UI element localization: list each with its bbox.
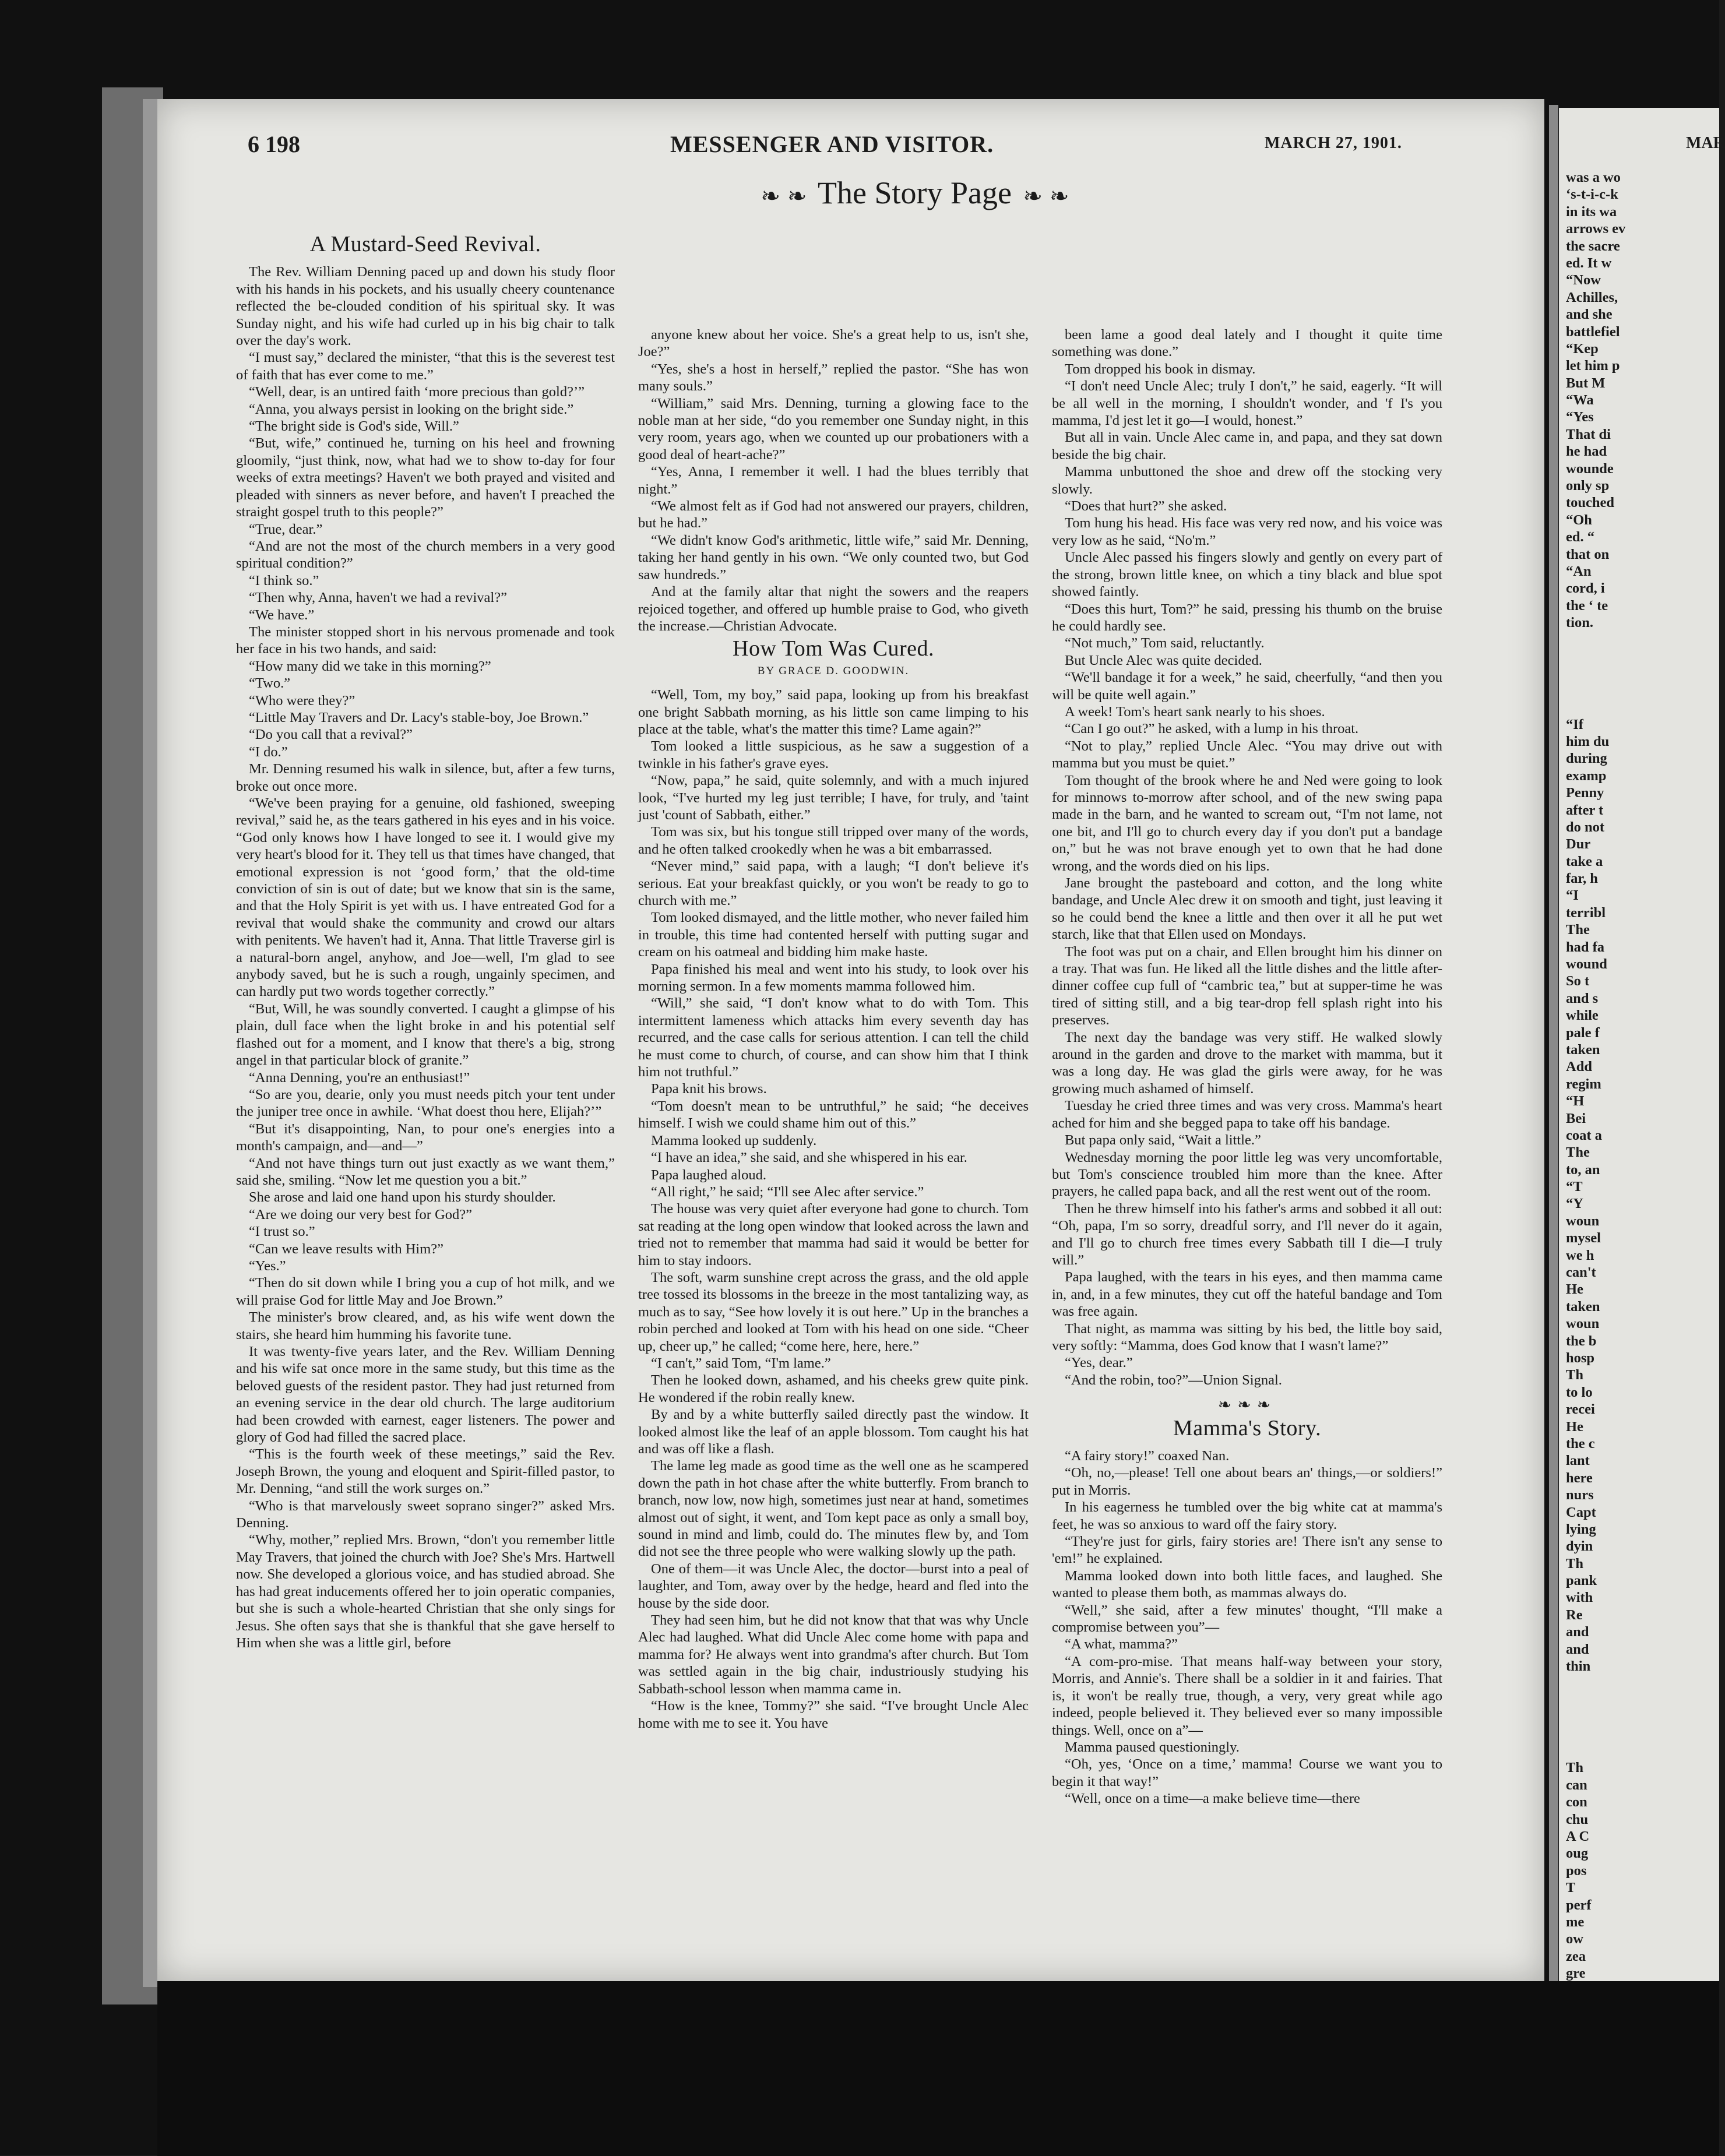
paragraph: “Who is that marvelously sweet soprano singer?” asked Mrs. Denning. <box>236 1498 615 1531</box>
paragraph: “Then why, Anna, haven't we had a revival?” <box>249 590 507 606</box>
paragraph: “Does this hurt, Tom?” he said, pressing his thumb on the bruise he could hardly see. <box>1052 601 1442 634</box>
fleuron-ornament-left-2: ❧ <box>787 183 807 210</box>
paragraph: “We almost felt as if God had not answered our prayers, children, but he had.” <box>638 498 1029 531</box>
text-line-fragment: gre <box>1566 1965 1586 1982</box>
text-line-fragment: chu <box>1566 1811 1589 1827</box>
paragraph: In his eagerness he tumbled over the big white cat at mamma's feet, he was so anxious to ward off the fairy story. <box>1052 1499 1442 1533</box>
page-header <box>157 117 1544 163</box>
text-line-fragment: and <box>1566 1641 1589 1657</box>
paragraph: The next day the bandage was very stiff. He walked slowly around in the garden and drove to the market with mamma, but it was a long day. He was glad the girls were away, for he was growing much ashamed of himself. <box>1052 1029 1442 1097</box>
text-line-fragment: “I <box>1566 887 1579 904</box>
text-line-fragment: zea <box>1566 1948 1586 1964</box>
paragraph: “I trust so.” <box>249 1224 315 1240</box>
paragraph: “I think so.” <box>249 572 319 589</box>
paragraph: The Rev. William Denning paced up and down his study floor with his hands in his pockets, and his usually cheery countenance reflected the be-clouded condition of his spiritual sky. It was Sunday night, and his wife had curled up in his big chair to talk over the day's work. <box>236 264 615 349</box>
column-2 <box>638 175 1029 1732</box>
text-line-fragment: with <box>1566 1590 1593 1606</box>
text-line-fragment: “Oh <box>1566 512 1592 528</box>
text-line-fragment: hosp <box>1566 1350 1595 1366</box>
text-line-fragment: wound <box>1566 956 1607 973</box>
text-line-fragment: Th <box>1566 1555 1583 1572</box>
fleuron-ornament-right: ❧ <box>1023 183 1043 210</box>
paragraph: “But, wife,” continued he, turning on his heel and frowning gloomily, “just think, now, what had we to show to-day for four weeks of extra meetings? Haven't we both prayed and visited and pleaded with sinners as never before, and haven't I preached the straight gospel truth to this people?” <box>236 435 615 520</box>
paragraph: The minister's brow cleared, and, as his wife went down the stairs, she heard him humming his favorite tune. <box>236 1309 615 1343</box>
paragraph: “The bright side is God's side, Will.” <box>249 418 459 435</box>
paragraph: “Will,” she said, “I don't know what to do with Tom. This intermittent lameness which attacks him every seventh day has recurred, and the case calls for serious attention. I can tell the child he must come to church, of course, and can show him that I think him not truthful.” <box>638 995 1029 1080</box>
text-line-fragment: A C <box>1566 1828 1590 1844</box>
fleuron-icon: ❧ <box>1217 1396 1238 1415</box>
paragraph: Papa laughed, with the tears in his eyes, and then mamma came in, and, in a few minutes, they cut off the hateful bandage and Tom was free again. <box>1052 1269 1442 1320</box>
paragraph: Tom was six, but his tongue still tripped over many of the words, and he often talked crookedly when he was a bit embarrassed. <box>638 824 1029 857</box>
text-line-fragment: woun <box>1566 1316 1600 1332</box>
text-line-fragment: taken <box>1566 1298 1600 1315</box>
text-line-fragment: cord, i <box>1566 580 1605 597</box>
text-line-fragment: and <box>1566 1624 1589 1640</box>
paragraph: “But it's disappointing, Nan, to pour one's energies into a month's campaign, and—and—” <box>236 1121 615 1154</box>
text-line-fragment: T <box>1566 1880 1576 1896</box>
paragraph: “Can we leave results with Him?” <box>249 1241 444 1257</box>
issue-date: MARCH 27, 1901. <box>1265 134 1402 152</box>
paragraph: Tuesday he cried three times and was very cross. Mamma's heart ached for him and she begged papa to take off his bandage. <box>1052 1098 1442 1131</box>
paragraph: “I can't,” said Tom, “I'm lame.” <box>651 1355 831 1371</box>
text-line-fragment: here <box>1566 1470 1593 1486</box>
newspaper-page <box>157 99 1544 1981</box>
text-line-fragment: “Kep <box>1566 340 1599 357</box>
paragraph: “Tom doesn't mean to be untruthful,” he said; “he deceives himself. I wish we could shame him out of this.” <box>638 1098 1029 1132</box>
text-line-fragment: recei <box>1566 1401 1595 1418</box>
text-line-fragment: let him p <box>1566 358 1620 374</box>
text-line-fragment: the b <box>1566 1333 1597 1349</box>
text-line-fragment: during <box>1566 751 1607 767</box>
paragraph: “We've been praying for a genuine, old fashioned, sweeping revival,” said he, as the tears gathered in his eyes and in his voice. “God only knows how I have longed to see it. I would give my very heart's blood for it. They tell us that times have changed, that emotional expression is not ‘good form,’ that the old-time conviction of sin is out of date; but we know that sin is the same, and that the Holy Spirit is yet with us. I have entreated God for a revival that would shake the community and crowd our altars with penitents. We haven't had it, Anna. That little Traverse girl is a natural-born angel, anyhow, and Joe—well, I'm glad to see anybody saved, but he is such a rough, ungainly specimen, and can hardly put two words together correctly.” <box>236 795 615 1000</box>
paragraph: “Well, dear, is an untired faith ‘more precious than gold?’” <box>249 384 585 400</box>
paragraph: The house was very quiet after everyone had gone to church. Tom sat reading at the long open window that looked across the lawn and tried not to remember that mamma had said it would be better for him to stay indoors. <box>638 1201 1029 1269</box>
fleuron-ornament-left: ❧ <box>761 183 780 210</box>
paragraph: “Not to play,” replied Uncle Alec. “You may drive out with mamma but you must be quiet.” <box>1052 738 1442 771</box>
paragraph: “Does that hurt?” she asked. <box>1065 498 1227 515</box>
paragraph: “Oh, yes, ‘Once on a time,’ mamma! Course we want you to begin it that way!” <box>1052 1756 1442 1789</box>
article-title-mammas-story: Mamma's Story. <box>1173 1415 1322 1440</box>
text-line-fragment: to lo <box>1566 1384 1593 1400</box>
text-line-fragment: ow <box>1566 1931 1583 1947</box>
paragraph: “We'll bandage it for a week,” he said, cheerfully, “and then you will be quite well again.” <box>1052 670 1442 703</box>
text-line-fragment: coat a <box>1566 1127 1602 1143</box>
text-line-fragment: Th <box>1566 1367 1583 1383</box>
paragraph: That night, as mamma was sitting by his bed, the little boy said, very softly: “Mamma, does God know that I wasn't lame?” <box>1052 1320 1442 1354</box>
paragraph: “Anna Denning, you're an enthusiast!” <box>249 1069 470 1086</box>
text-line-fragment: to, an <box>1566 1161 1600 1178</box>
paragraph: “And are not the most of the church members in a very good spiritual condition?” <box>236 538 615 572</box>
paragraph: Tom looked a little suspicious, as he saw a suggestion of a twinkle in his father's grave eyes. <box>638 738 1029 771</box>
text-line-fragment: Dur <box>1566 836 1591 852</box>
text-line-fragment: “Now <box>1566 272 1601 288</box>
text-line-fragment: But M <box>1566 375 1606 391</box>
paragraph: “Well, once on a time—a make believe time—there <box>1065 1791 1360 1807</box>
text-line-fragment: tion. <box>1566 615 1593 631</box>
text-line-fragment: taken <box>1566 1041 1600 1058</box>
paragraph: anyone knew about her voice. She's a great help to us, isn't she, Joe?” <box>638 327 1029 360</box>
paragraph: Mamma looked down into both little faces, and laughed. She wanted to please them both, as mammas always do. <box>1052 1567 1442 1601</box>
column-1 <box>236 230 615 1651</box>
paragraph: Jane brought the pasteboard and cotton, and the long white bandage, and Uncle Alec drew it on smooth and tight, just leaving it so he could bend the knee a little and then over it all he put wet starch, like that that Ellen used on Mondays. <box>1052 875 1442 943</box>
paragraph: Tom thought of the brook where he and Ned were going to look for minnows to-morrow after school, and of the new swing papa made in the barn, and he wanted to scream out, “I'm not lame, not one bit, and I'll go to church every day if you don't put a bandage on,” but he was not brave enough yet to own that he had done wrong, and the words died on his lips. <box>1052 772 1442 874</box>
paragraph: “I must say,” declared the minister, “that this is the severest test of faith that has ever come to me.” <box>236 350 615 383</box>
text-line-fragment: me <box>1566 1914 1585 1930</box>
paragraph: The foot was put on a chair, and Ellen brought him his dinner on a tray. That was fun. He liked all the little dishes and the little after-dinner coffee cup full of “cambric tea,” but at supper-time he was tired of sitting still, and a big tear-drop fell splash right into his preserves. <box>1052 943 1442 1028</box>
text-line-fragment: perf <box>1566 1897 1592 1913</box>
paragraph: By and by a white butterfly sailed directly past the window. It looked almost like the leaf of an apple blossom. Tom caught his hat and was off like a flash. <box>638 1407 1029 1457</box>
paragraph: Mamma paused questioningly. <box>1065 1739 1240 1755</box>
text-line-fragment: pale f <box>1566 1024 1600 1041</box>
text-line-fragment: con <box>1566 1794 1587 1810</box>
paragraph: Tom dropped his book in dismay. <box>1065 361 1256 377</box>
text-line-fragment: “Yes <box>1566 409 1594 425</box>
paragraph: The soft, warm sunshine crept across the grass, and the old apple tree tossed its blossoms in the breeze in the most tantalizing way, as much as to say, “See how lovely it is out here.” Up in the branches a robin perched and looked at Tom with his head on one side. “Cheer up, cheer up,” he called; “come here, here, here.” <box>638 1269 1029 1354</box>
text-line-fragment: touched <box>1566 495 1615 511</box>
text-line-fragment: pank <box>1566 1573 1597 1589</box>
text-line-fragment: take a <box>1566 853 1603 869</box>
paragraph: “I don't need Uncle Alec; truly I don't,” he said, eagerly. “It will be all well in the morning, I shouldn't wonder, and 'f I's you mamma, I'd jest let it go—I would, honest.” <box>1052 378 1442 429</box>
paragraph: She arose and laid one hand upon his sturdy shoulder. <box>249 1189 556 1206</box>
article-byline: BY GRACE D. GOODWIN. <box>757 664 910 677</box>
paragraph: “Well,” she said, after a few minutes' thought, “I'll make a compromise between you”— <box>1052 1602 1442 1636</box>
paragraph: “This is the fourth week of these meetings,” said the Rev. Joseph Brown, the young and eloquent and Spirit-filled pastor, to Mr. Denning, “and still the work surges on.” <box>236 1446 615 1497</box>
text-line-fragment: “T <box>1566 1179 1583 1195</box>
paragraph: They had seen him, but he did not know that that was why Uncle Alec had laughed. What did Uncle Alec come home with papa and mamma for? He always went into grandma's after church. But Tom was settled again in the big chair, industriously studying his Sabbath-school lesson when mamma came in. <box>638 1612 1029 1697</box>
paragraph: Uncle Alec passed his fingers slowly and gently on every part of the strong, brown little knee, on which a tiny black and blue spot showed faintly. <box>1052 549 1442 600</box>
text-line-fragment: Add <box>1566 1059 1592 1075</box>
paragraph: “True, dear.” <box>249 521 323 537</box>
text-line-fragment: Re <box>1566 1607 1583 1623</box>
text-line-fragment: ‘s-t-i-c-k <box>1566 186 1618 203</box>
text-line-fragment: had fa <box>1566 939 1605 955</box>
text-line-fragment: So t <box>1566 973 1590 989</box>
paragraph: “They're just for girls, fairy stories are! There isn't any sense to 'em!” he explained. <box>1052 1534 1442 1567</box>
text-line-fragment: oug <box>1566 1845 1589 1862</box>
text-line-fragment: “Wa <box>1566 392 1594 408</box>
text-line-fragment: him du <box>1566 733 1610 749</box>
text-line-fragment: and s <box>1566 990 1599 1006</box>
text-line-fragment: lant <box>1566 1453 1590 1469</box>
paragraph: “Who were they?” <box>249 692 355 709</box>
paragraph: “Not much,” Tom said, reluctantly. <box>1065 635 1265 651</box>
text-line-fragment: terribl <box>1566 904 1606 921</box>
paragraph: “A com-pro-mise. That means half-way between your story, Morris, and Annie's. There shall be a soldier in it and fairies. That is, it won't be really true, though, a very, very great while ago indeed, people believed it. They believed ever so many impossible things. Well, once on a”— <box>1052 1653 1442 1738</box>
text-line-fragment: in its wa <box>1566 203 1617 220</box>
text-line-fragment: while <box>1566 1007 1599 1024</box>
paragraph: “And the robin, too?”—Union Signal. <box>1065 1372 1282 1388</box>
masthead: MESSENGER AND VISITOR. <box>670 131 994 157</box>
paragraph: Then he looked down, ashamed, and his cheeks grew quite pink. He wondered if the robin really knew. <box>638 1372 1029 1405</box>
paragraph: “Little May Travers and Dr. Lacy's stable-boy, Joe Brown.” <box>249 709 589 725</box>
text-line-fragment: ed. It w <box>1566 255 1612 271</box>
paragraph: “William,” said Mrs. Denning, turning a glowing face to the noble man at her side, “do you remember one Sunday night, in this very room, years ago, when we counted up our probationers with a good deal of heart-ache?” <box>638 395 1029 463</box>
paragraph: It was twenty-five years later, and the Rev. William Denning and his wife sat once more in the same study, but this time as the beloved guests of the resident pastor. They had just returned from an evening service in the dear old church. The large auditorium had been crowded with earnest, eager listeners. The power and glory of God had filled the sacred place. <box>236 1344 615 1446</box>
paragraph: “Can I go out?” he asked, with a lump in his throat. <box>1065 721 1359 737</box>
text-line-fragment: battlefiel <box>1566 323 1620 340</box>
paragraph: been lame a good deal lately and I thought it quite time something was done.” <box>1052 327 1442 360</box>
text-line-fragment: “If <box>1566 716 1583 732</box>
paragraph: “We didn't know God's arithmetic, little wife,” said Mr. Denning, taking her hand gently in his own. “We only counted two, but God saw hundreds.” <box>638 532 1029 583</box>
text-line-fragment: far, h <box>1566 871 1598 887</box>
text-line-fragment: the sacre <box>1566 238 1620 254</box>
text-line-fragment: “Y <box>1566 1196 1583 1212</box>
scan-bottom-shadow <box>157 1981 1719 2156</box>
text-line-fragment: can't <box>1566 1264 1596 1281</box>
text-line-fragment: nurs <box>1566 1487 1594 1503</box>
text-line-fragment: he had <box>1566 443 1607 460</box>
text-line-fragment: “H <box>1566 1093 1585 1109</box>
text-line-fragment: dyin <box>1566 1538 1593 1555</box>
column-3 <box>1052 175 1442 1808</box>
text-line-fragment: woun <box>1566 1213 1600 1229</box>
text-line-fragment: can <box>1566 1777 1587 1793</box>
paragraph: Papa finished his meal and went into his study, to look over his morning sermon. In a few moments mamma followed him. <box>638 961 1029 995</box>
paragraph: “Never mind,” said papa, with a laugh; “I don't believe it's serious. Eat your breakfast quickly, or you won't be ready to go to church with me.” <box>638 858 1029 908</box>
paragraph: “I have an idea,” she said, and she whispered in his ear. <box>651 1150 967 1166</box>
fleuron-icon: ❧ <box>1256 1396 1277 1415</box>
text-line-fragment: That di <box>1566 426 1611 442</box>
paragraph: “Well, Tom, my boy,” said papa, looking up from his breakfast one bright Sabbath morning, as his little son came limping to his place at the table, what's the matter this time? Lame again?” <box>638 687 1029 737</box>
text-line-fragment: arrows ev <box>1566 221 1626 237</box>
text-line-fragment: Achilles, <box>1566 289 1618 305</box>
text-line-fragment: and she <box>1566 307 1613 323</box>
paragraph: “Now, papa,” he said, quite solemnly, and with a much injured look, “I've hurted my leg just terrible; I have, for truly, and 'taint just 'count of Sabbath, either.” <box>638 773 1029 823</box>
paragraph: “All right,” he said; “I'll see Alec after service.” <box>651 1183 924 1200</box>
section-divider-ornament <box>1052 1397 1442 1414</box>
text-line-fragment: ed. “ <box>1566 529 1594 545</box>
text-line-fragment: “An <box>1566 563 1592 579</box>
paragraph: And at the family altar that night the sowers and the reapers rejoiced together, and offered up humble praise to God, who giveth the increase.—Christian Advocate. <box>638 584 1029 634</box>
paragraph: Mamma unbuttoned the shoe and drew off the stocking very slowly. <box>1052 464 1442 497</box>
text-line-fragment: pos <box>1566 1862 1587 1879</box>
section-title-text: The Story Page <box>818 175 1012 210</box>
paragraph: “How is the knee, Tommy?” she said. “I've brought Uncle Alec home with me to see it. You have <box>638 1698 1029 1731</box>
paragraph: But all in vain. Uncle Alec came in, and papa, and they sat down beside the big chair. <box>1052 429 1442 463</box>
paragraph: “How many did we take in this morning?” <box>249 658 491 674</box>
paragraph: “Yes, she's a host in herself,” replied the pastor. “She has won many souls.” <box>638 361 1029 394</box>
text-line-fragment: after t <box>1566 802 1604 818</box>
text-line-fragment: The <box>1566 1144 1590 1161</box>
paragraph: “Two.” <box>249 675 291 692</box>
text-line-fragment: do not <box>1566 819 1605 835</box>
facing-page-header: MAR <box>1686 134 1725 152</box>
text-line-fragment: wounde <box>1566 460 1614 477</box>
text-line-fragment: Penny <box>1566 785 1604 801</box>
text-line-fragment: Capt <box>1566 1504 1596 1520</box>
text-line-fragment: Bei <box>1566 1110 1586 1126</box>
paragraph: “So are you, dearie, only you must needs pitch your tent under the juniper tree once in awhile. ‘What doest thou here, Elijah?’” <box>236 1086 615 1120</box>
paragraph: “Then do sit down while I bring you a cup of hot milk, and we will praise God for little May and Joe Brown.” <box>236 1275 615 1308</box>
paragraph: Mamma looked up suddenly. <box>651 1132 817 1149</box>
text-line-fragment: was a wo <box>1566 170 1621 185</box>
paragraph: “Yes, dear.” <box>1065 1355 1133 1371</box>
text-line-fragment: the c <box>1566 1435 1595 1452</box>
paragraph: “We have.” <box>249 607 315 623</box>
text-line-fragment: He <box>1566 1281 1583 1298</box>
paragraph: “And not have things turn out just exactly as we want them,” said she, smiling. “Now let me question you a bit.” <box>236 1155 615 1188</box>
paragraph: “But, Will, he was soundly converted. I caught a glimpse of his plain, dull face when the light broke in and his potential self flashed out for a moment, and I know that there's a big, strong angel in that particular block of granite.” <box>236 1001 615 1069</box>
text-line-fragment: The <box>1566 922 1590 938</box>
text-line-fragment: lying <box>1566 1521 1596 1537</box>
text-line-fragment: that on <box>1566 546 1610 562</box>
article-title-mustard-seed: A Mustard-Seed Revival. <box>309 232 541 256</box>
paragraph: “Do you call that a revival?” <box>249 727 413 743</box>
fleuron-ornament-right-2: ❧ <box>1050 183 1069 210</box>
text-line-fragment <box>1566 632 1706 716</box>
paragraph: “Yes.” <box>249 1257 286 1274</box>
text-line-fragment: He <box>1566 1418 1583 1435</box>
paragraph: Mr. Denning resumed his walk in silence, but, after a few turns, broke out once more. <box>236 761 615 794</box>
paragraph: “I do.” <box>249 744 288 760</box>
paragraph: “Oh, no,—please! Tell one about bears an' things,—or soldiers!” put in Morris. <box>1052 1465 1442 1498</box>
paragraph: Wednesday morning the poor little leg was very uncomfortable, but Tom's conscience troubled him more than the knee. After prayers, he called papa back, and all the rest went out of the room. <box>1052 1149 1442 1200</box>
paragraph: A week! Tom's heart sank nearly to his shoes. <box>1065 703 1325 720</box>
text-line-fragment: we h <box>1566 1247 1594 1263</box>
paragraph: Tom hung his head. His face was very red now, and his voice was very low as he said, “No'm.” <box>1052 515 1442 548</box>
paragraph: “Are we doing our very best for God?” <box>249 1206 473 1223</box>
paragraph: “Why, mother,” replied Mrs. Brown, “don't you remember little May Travers, that joined the church with Joe? She's Mrs. Hartwell now. She developed a glorious voice, and has studied abroad. She has had great inducements offered her to join operatic companies, but she is such a whole-hearted Christian that she only sings for Jesus. She often says that she is thankful that she gave herself to Him when she was a little girl, before <box>236 1532 615 1651</box>
paragraph: “Yes, Anna, I remember it well. I had the blues terribly that night.” <box>638 464 1029 497</box>
facing-page-text <box>1566 169 1706 1982</box>
paragraph: Papa knit his brows. <box>651 1081 767 1097</box>
text-line-fragment: mysel <box>1566 1230 1601 1246</box>
paragraph: The minister stopped short in his nervous promenade and took her face in his two hands, and said: <box>236 623 615 657</box>
paragraph: “Anna, you always persist in looking on the bright side.” <box>249 401 574 417</box>
fleuron-icon: ❧ <box>1237 1396 1257 1415</box>
text-line-fragment: examp <box>1566 767 1607 784</box>
paragraph: One of them—it was Uncle Alec, the doctor—burst into a peal of laughter, and Tom, away over by the hedge, heard and fled into the house by the side door. <box>638 1560 1029 1611</box>
text-line-fragment: Th <box>1566 1760 1583 1776</box>
paragraph: Tom looked dismayed, and the little mother, who never failed him in trouble, this time had contented herself with putting sugar and cream on his oatmeal and bidding him make haste. <box>638 910 1029 960</box>
text-line-fragment: only sp <box>1566 478 1610 494</box>
paragraph: But papa only said, “Wait a little.” <box>1065 1132 1261 1149</box>
text-line-fragment: the ‘ te <box>1566 597 1608 614</box>
article-title-tom-cured: How Tom Was Cured. <box>733 636 934 661</box>
page-number: 6 198 <box>248 131 300 157</box>
facing-page-edge <box>1549 105 1558 1981</box>
paragraph: But Uncle Alec was quite decided. <box>1065 652 1262 668</box>
paragraph: Papa laughed aloud. <box>651 1167 766 1183</box>
paragraph: “A what, mamma?” <box>1065 1636 1178 1653</box>
facing-page <box>1559 108 1725 1982</box>
paragraph: “A fairy story!” coaxed Nan. <box>1065 1448 1230 1464</box>
text-line-fragment: thin <box>1566 1658 1591 1675</box>
paragraph: The lame leg made as good time as the well one as he scampered down the path in hot chase after the white butterfly. From branch to branch, now low, now high, sometimes just near at hand, sometimes almost out of sight, it went, and Tom kept pace as only a small boy, sound in mind and limb, could do. The minutes flew by, and Tom did not see the three people who were walking slowly up the path. <box>638 1458 1029 1560</box>
text-line-fragment <box>1566 1675 1706 1759</box>
paragraph: Then he threw himself into his father's arms and sobbed it all out: “Oh, papa, I'm so sorry, dreadful sorry, and I'll never do it again, and I'll go to church free times every Sabbath till I die—I truly will.” <box>1052 1200 1442 1268</box>
text-line-fragment: regim <box>1566 1076 1601 1092</box>
